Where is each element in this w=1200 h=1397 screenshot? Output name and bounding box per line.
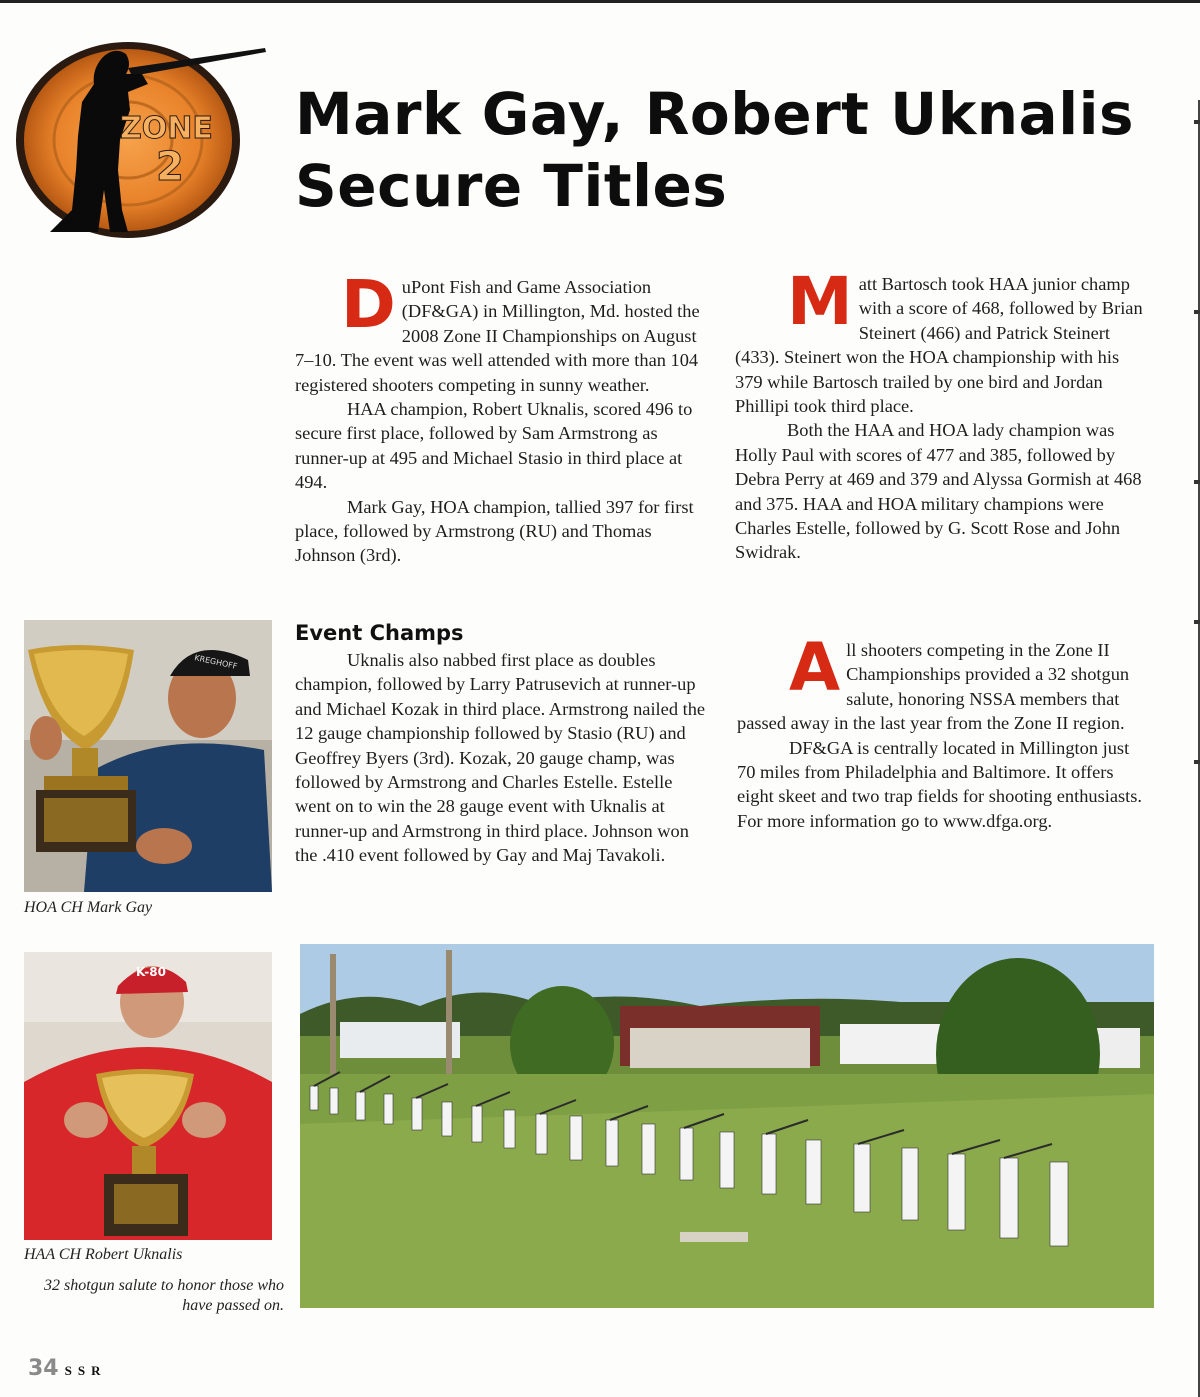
shooter-silhouette-icon: [10, 40, 270, 240]
binding-edge: [1194, 100, 1200, 1397]
logo-zone-number: 2: [156, 144, 184, 190]
drop-cap-d: D: [341, 266, 396, 343]
paragraph-intro: [295, 266, 707, 397]
article-column-1: [295, 266, 707, 568]
publication-name: SSR: [64, 1363, 107, 1378]
zone-logo: [10, 40, 270, 240]
paragraph-lady-military: Both the HAA and HOA lady champion was Holly Paul with scores of 477 and 385, followed by Debra Perry at 469 and 379 and Alyssa Gormish at 468 and 375. HAA and HOA military champions were Charles Estelle, followed by G. Scott Rose and John Swidrak.: [735, 420, 1142, 563]
event-champs-section: [295, 620, 707, 868]
paragraph-haa-champion: HAA champion, Robert Uknalis, scored 496 to secure first place, followed by Sam Armstrong as runner-up at 495 and Michael Stasio in third place at 494.: [295, 399, 693, 493]
paragraph-club-info: DF&GA is centrally located in Millington just 70 miles from Philadelphia and Baltimore. It offers eight skeet and two trap fields for shooting enthusiasts. For more information go to www.dfga.org.: [737, 737, 1143, 831]
cap-text: KREGHOFF: [193, 653, 239, 672]
drop-cap-m: M: [787, 263, 853, 340]
photo-shotgun-salute: [300, 944, 1154, 1308]
article-title: Mark Gay, Robert Uknalis Secure Titles: [295, 80, 1134, 220]
photo-mark-gay: [24, 620, 272, 892]
paragraph-junior: [735, 263, 1150, 418]
section-heading: Event Champs: [295, 621, 464, 645]
cap-text-k80: K-80: [136, 965, 166, 979]
page-number: 34: [28, 1356, 59, 1381]
paragraph-junior-text: att Bartosch took HAA junior champ with a score of 468, followed by Brian Steinert (466) and Patrick Steinert (433). Steinert won the HOA championship with his 379 while Bartosch trailed by one bird and Jordan Phillipi took third place.: [735, 274, 1143, 417]
paragraph-hoa-champion: Mark Gay, HOA champion, tallied 397 for first place, followed by Armstrong (RU) and Thomas Johnson (3rd).: [295, 496, 694, 566]
page-footer: [28, 1356, 106, 1381]
photo-caption-salute: 32 shotgun salute to honor those who have passed on.: [43, 1277, 284, 1314]
article-column-2-lower: [737, 629, 1152, 833]
paragraph-intro-text: uPont Fish and Game Association (DF&GA) in Millington, Md. hosted the 2008 Zone II Championships on August 7–10. The event was well attended with more than 104 registered shooters competing in sunny weather.: [295, 277, 700, 395]
photo-robert-uknalis: [24, 952, 272, 1240]
paragraph-salute: [737, 629, 1152, 736]
top-rule: [0, 0, 1200, 3]
paragraph-salute-text: ll shooters competing in the Zone II Championships provided a 32 shotgun salute, honoring NSSA members that passed away in the last year from the Zone II region.: [737, 640, 1130, 734]
drop-cap-a: A: [789, 629, 841, 706]
logo-zone-text: ZONE: [120, 111, 213, 146]
photo-caption-robert-uknalis: HAA CH Robert Uknalis: [24, 1246, 183, 1263]
paragraph-event-champs: Uknalis also nabbed first place as doubles champion, followed by Larry Patrusevich at runner-up and Michael Kozak in third place. Armstrong nailed the 12 gauge championship followed by Stasio (RU) and Geoffrey Byers (3rd). Kozak, 20 gauge champ, was followed by Armstrong and Charles Estelle. Estelle went on to win the 28 gauge event with Uknalis at runner-up and Armstrong in third place. Johnson won the .410 event followed by Gay and Maj Tavakoli.: [295, 650, 706, 866]
article-column-2: [735, 263, 1150, 565]
photo-caption-mark-gay: HOA CH Mark Gay: [24, 899, 153, 916]
